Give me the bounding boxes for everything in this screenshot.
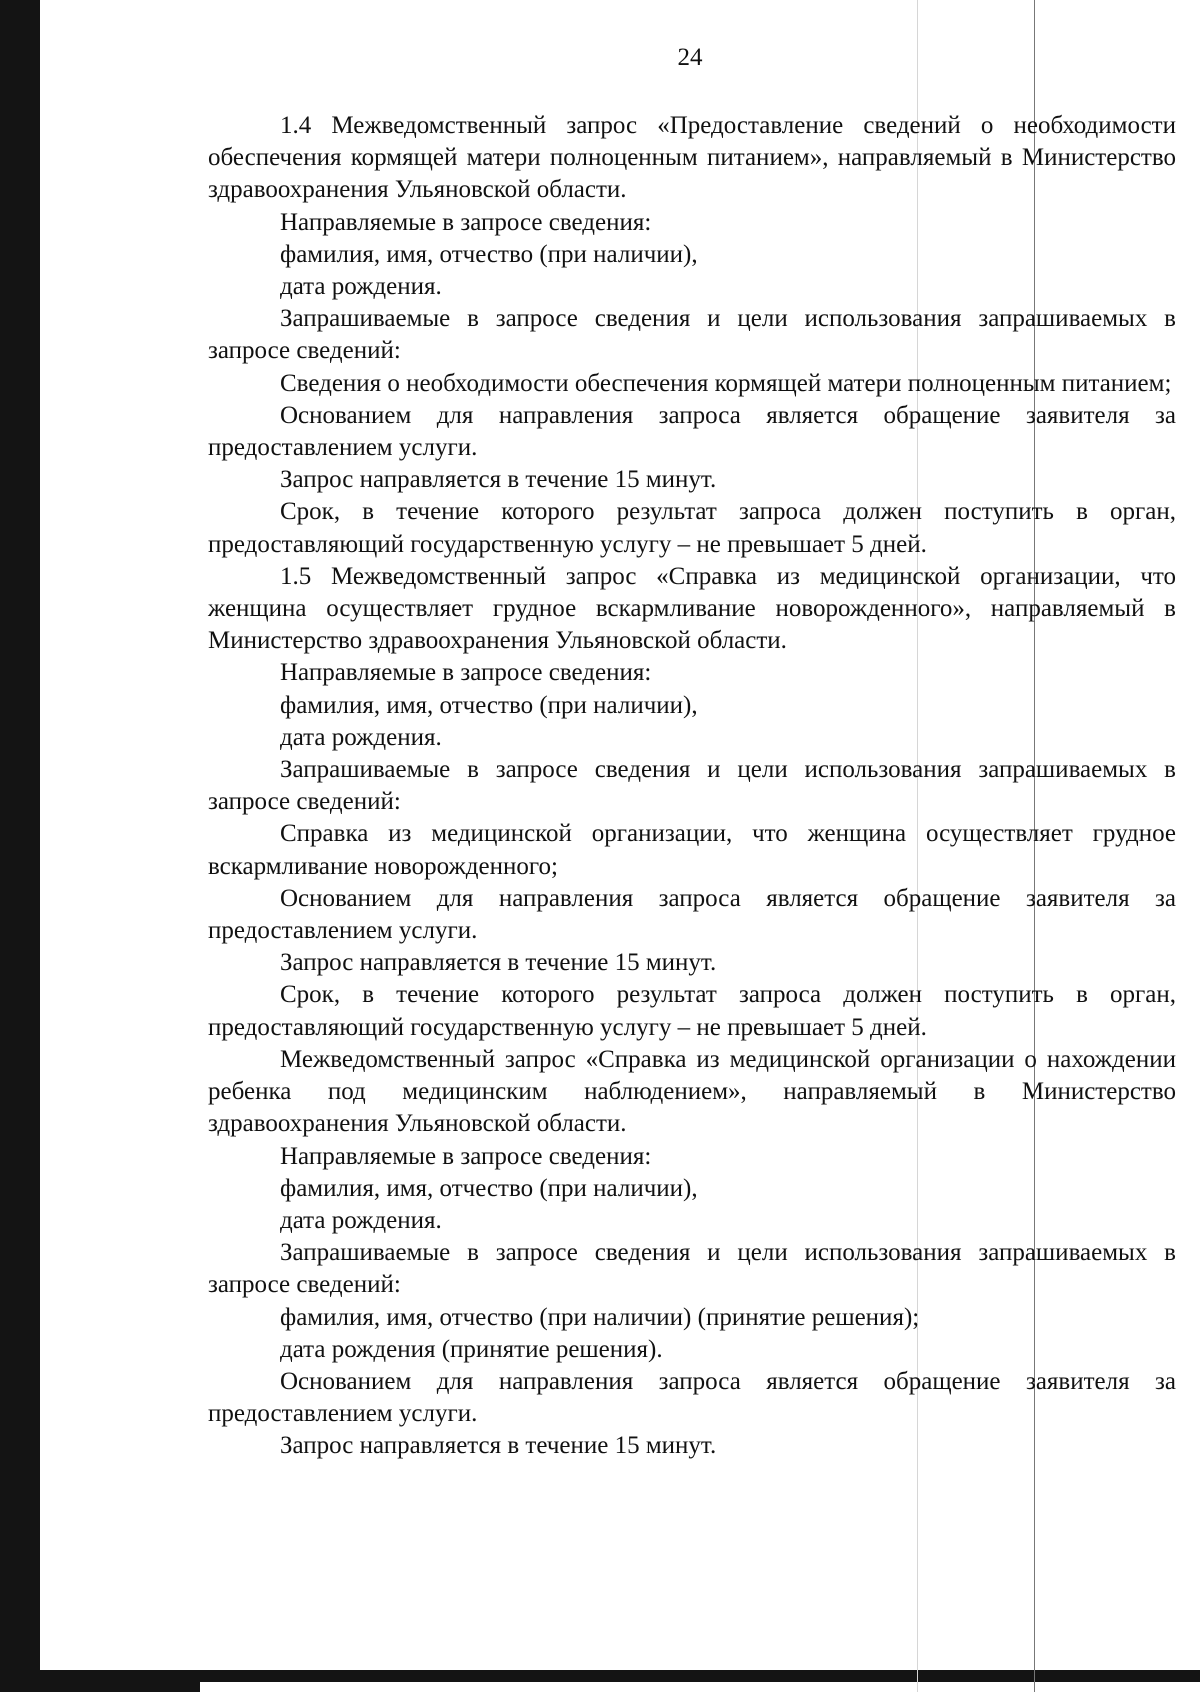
paragraph-birth-date: дата рождения.: [280, 273, 442, 301]
paragraph-request-timing: Запрос направляется в течение 15 минут.: [280, 1432, 717, 1460]
paragraph-requested-info: Запрашиваемые в запросе сведения и цели использования запрашиваемых в запросе сведений:: [208, 1239, 1176, 1299]
paragraph-sent-info-label: Направляемые в запросе сведения:: [280, 659, 652, 687]
paragraph-sent-info-label: Направляемые в запросе сведения:: [280, 1142, 652, 1170]
paragraph-info-description: Сведения о необходимости обеспечения кормящей матери полноценным питанием;: [280, 369, 1172, 397]
document-body: [208, 110, 1176, 1463]
paragraph-request-timing: Запрос направляется в течение 15 минут.: [280, 949, 717, 977]
paragraph-request-basis: Основанием для направления запроса является обращение заявителя за предоставлением услуги.: [208, 401, 1176, 462]
paragraph-full-name: фамилия, имя, отчество (при наличии),: [280, 691, 698, 719]
paragraph-request-basis: Основанием для направления запроса является обращение заявителя за предоставлением услуги.: [208, 1367, 1176, 1428]
paragraph-1-5-heading: 1.5 Межведомственный запрос «Справка из медицинской организации, что женщина осуществляет грудное вскармливание новорожденного», направляемый в Министерство здравоохранения Ульяновской области.: [208, 562, 1176, 655]
paragraph-sent-info-label: Направляемые в запросе сведения:: [280, 208, 652, 236]
paragraph-birth-date-decision: дата рождения (принятие решения).: [280, 1335, 663, 1363]
paragraph-response-deadline: Срок, в течение которого результат запроса должен поступить в орган, предоставляющий государственную услугу – не превышает 5 дней.: [208, 981, 1176, 1041]
page-number: 24: [677, 44, 703, 71]
paragraph-request-basis: Основанием для направления запроса является обращение заявителя за предоставлением услуги.: [208, 884, 1176, 945]
paragraph-medical-observation-heading: Межведомственный запрос «Справка из медицинской организации о нахождении ребенка под медицинским наблюдением», направляемый в Министерство здравоохранения Ульяновской области.: [208, 1045, 1176, 1138]
paragraph-info-description: Справка из медицинской организации, что женщина осуществляет грудное вскармливание новорожденного;: [208, 820, 1176, 880]
paragraph-request-timing: Запрос направляется в течение 15 минут.: [280, 466, 717, 494]
paragraph-response-deadline: Срок, в течение которого результат запроса должен поступить в орган, предоставляющий государственную услугу – не превышает 5 дней.: [208, 498, 1176, 558]
paragraph-birth-date: дата рождения.: [280, 1206, 442, 1234]
paragraph-full-name: фамилия, имя, отчество (при наличии),: [280, 240, 698, 268]
paragraph-requested-info: Запрашиваемые в запросе сведения и цели использования запрашиваемых в запросе сведений:: [208, 305, 1176, 365]
paragraph-full-name-decision: фамилия, имя, отчество (при наличии) (принятие решения);: [280, 1303, 920, 1331]
scan-border-bottom-gap: [200, 1682, 1200, 1692]
paragraph-1-4-heading: 1.4 Межведомственный запрос «Предоставление сведений о необходимости обеспечения кормящей матери полноценным питанием», направляемый в Министерство здравоохранения Ульяновской области.: [208, 112, 1176, 204]
paragraph-requested-info: Запрашиваемые в запросе сведения и цели использования запрашиваемых в запросе сведений:: [208, 756, 1176, 816]
scan-border-left: [0, 0, 40, 1692]
paragraph-birth-date: дата рождения.: [280, 723, 442, 751]
paragraph-full-name: фамилия, имя, отчество (при наличии),: [280, 1174, 698, 1202]
